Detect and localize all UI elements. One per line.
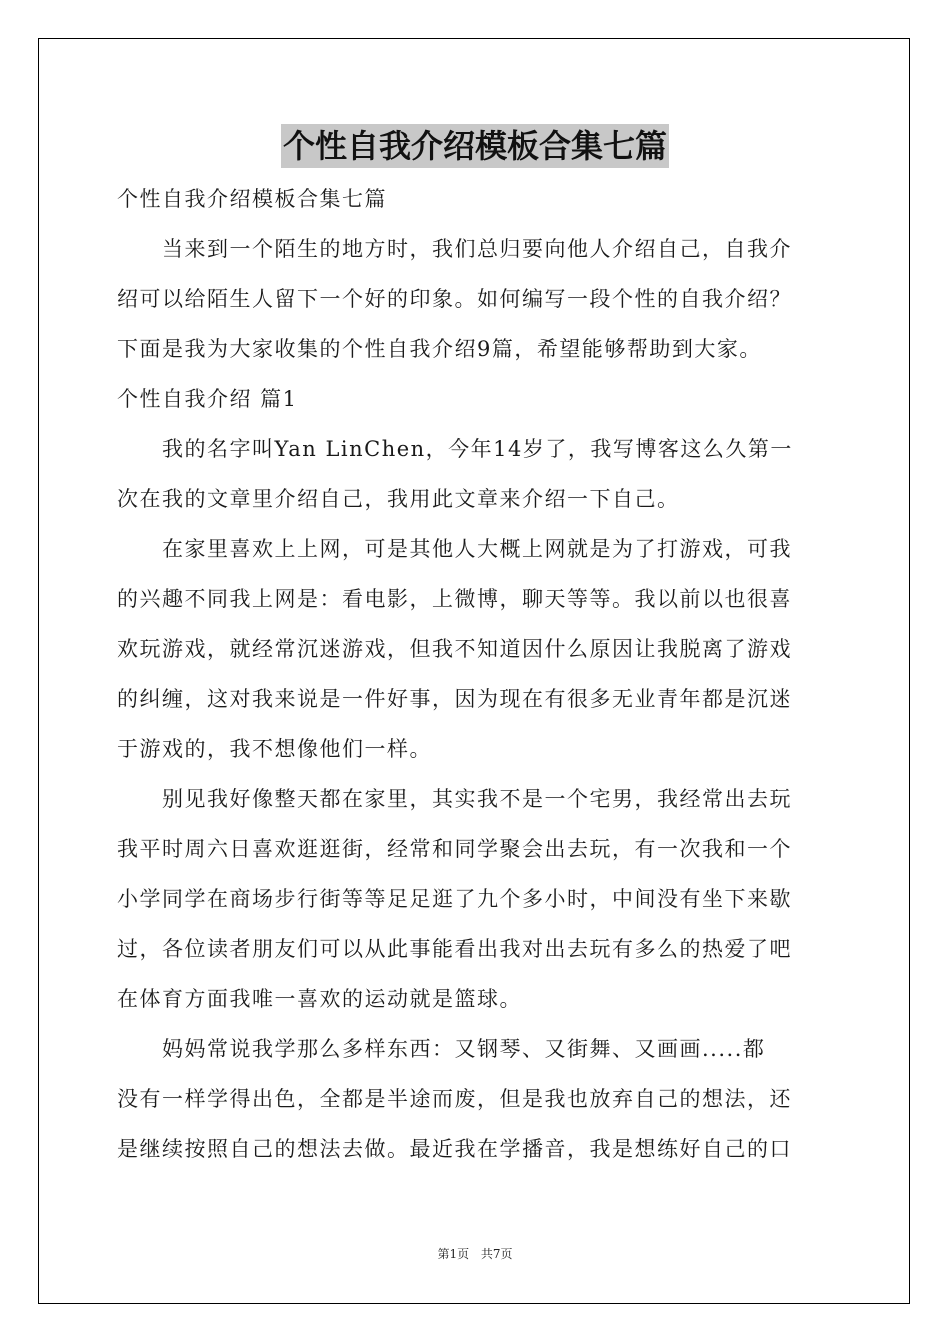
text-line: 的兴趣不同我上网是：看电影，上微博，聊天等等。我以前以也很喜 [117,587,792,611]
text-line: 当来到一个陌生的地方时，我们总归要向他人介绍自己，自我介 [117,237,792,261]
text-line: 在体育方面我唯一喜欢的运动就是篮球。 [117,987,522,1011]
text-line: 下面是我为大家收集的个性自我介绍9篇，希望能够帮助到大家。 [117,337,762,361]
text-line: 我平时周六日喜欢逛逛街，经常和同学聚会出去玩，有一次我和一个 [117,837,792,861]
text-line: 个性自我介绍模板合集七篇 [117,187,387,211]
text-line: 小学同学在商场步行街等等足足逛了九个多小时，中间没有坐下来歇 [117,887,792,911]
page-footer [0,1246,950,1262]
text-line: 于游戏的，我不想像他们一样。 [117,737,432,761]
text-line: 别见我好像整天都在家里，其实我不是一个宅男，我经常出去玩 [117,787,792,811]
text-line: 个性自我介绍 篇1 [117,387,298,411]
text-line: 我的名字叫Yan LinChen，今年14岁了，我写博客这么久第一 [117,437,793,461]
text-line: 没有一样学得出色，全都是半途而废，但是我也放弃自己的想法，还 [117,1087,792,1111]
page-total: 共7页 [480,1247,513,1261]
text-line: 次在我的文章里介绍自己，我用此文章来介绍一下自己。 [117,487,680,511]
page-number: 第1页 [437,1247,470,1261]
document-body [117,174,837,1174]
text-line: 的纠缠，这对我来说是一件好事，因为现在有很多无业青年都是沉迷 [117,687,792,711]
text-line: 过，各位读者朋友们可以从此事能看出我对出去玩有多么的热爱了吧 [117,937,792,961]
text-line: 妈妈常说我学那么多样东西：又钢琴、又街舞、又画画.....都 [117,1037,766,1061]
text-line: 在家里喜欢上上网，可是其他人大概上网就是为了打游戏，可我 [117,537,792,561]
text-line: 绍可以给陌生人留下一个好的印象。如何编写一段个性的自我介绍？ [117,287,792,311]
text-line: 欢玩游戏，就经常沉迷游戏，但我不知道因什么原因让我脱离了游戏 [117,637,792,661]
document-title: 个性自我介绍模板合集七篇 [281,124,669,168]
title-container [0,124,950,168]
text-line: 是继续按照自己的想法去做。最近我在学播音，我是想练好自己的口 [117,1137,792,1161]
